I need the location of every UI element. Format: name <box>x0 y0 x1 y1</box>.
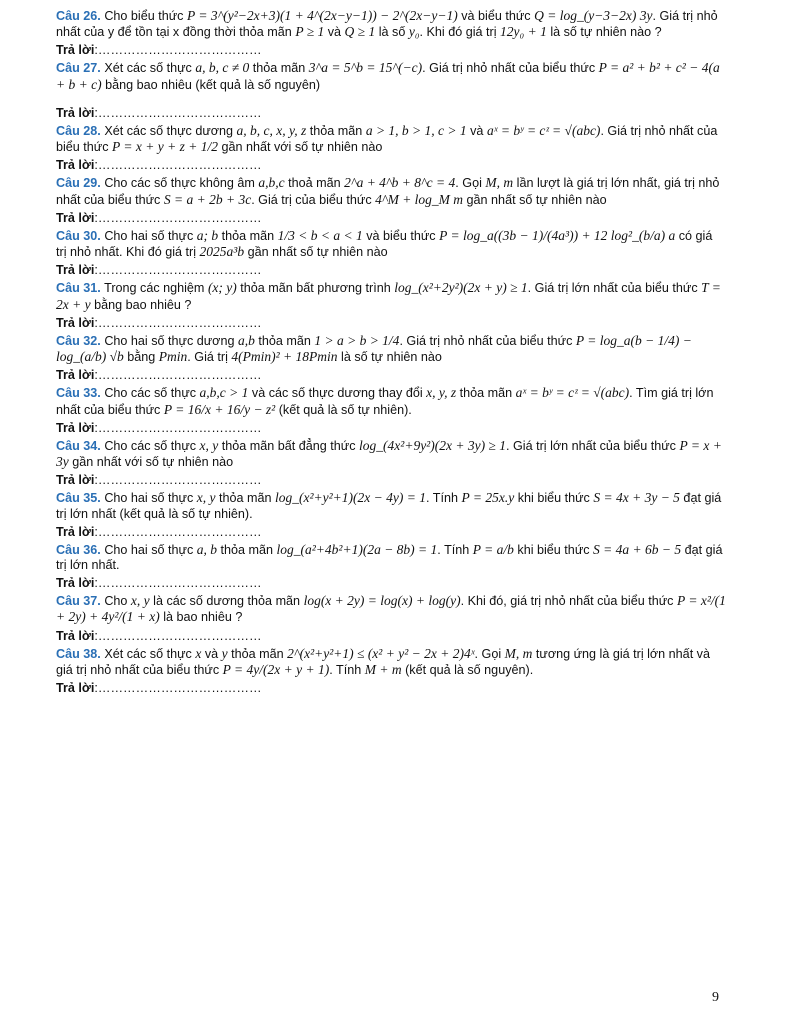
math-expression: a, b, c, x, y, z <box>236 122 307 138</box>
question-text-segment: lần lượt là giá trị lớn nhất, giá trị nhỏ nhất của biểu thức <box>56 176 720 207</box>
question-block <box>56 593 726 625</box>
answer-line[interactable] <box>56 681 726 696</box>
answer-line[interactable] <box>56 629 726 644</box>
question-text-segment: . Giá trị nhỏ nhất của biểu thức <box>422 61 599 76</box>
question-text-segment: là bao nhiêu ? <box>159 610 243 625</box>
question-text-segment: Cho hai số thực dương <box>104 333 238 348</box>
question-text <box>56 438 726 470</box>
question-text-segment: Xét các số thực <box>104 646 196 661</box>
question-text-segment: Cho biểu thức <box>104 9 187 23</box>
question-text-segment: thỏa mãn bất phương trình <box>236 281 395 296</box>
question-text-segment: và <box>201 646 222 661</box>
math-expression: aˣ = bʸ = cᶻ = √(abc) <box>515 385 630 401</box>
answer-label: Trả lời <box>56 628 95 643</box>
math-expression: a,b <box>237 332 255 348</box>
answer-line[interactable] <box>56 473 726 488</box>
question-text-segment: thỏa mãn <box>306 123 366 138</box>
math-expression: a, b, c ≠ 0 <box>195 60 250 76</box>
question-text-segment: . Gọi <box>474 646 505 661</box>
math-expression: T = 2x + y <box>56 280 721 312</box>
question-text-segment: có giá trị nhỏ nhất. Khi đó giá trị <box>56 228 713 260</box>
question-label: Câu 30. <box>56 228 101 243</box>
math-expression: Q = log_(y−3−2x) 3y <box>534 8 653 23</box>
worksheet-page <box>56 8 726 698</box>
math-expression: x, y <box>130 593 150 609</box>
math-expression: 1/3 < b < a < 1 <box>277 227 363 243</box>
question-text-segment: Xét các số thực dương <box>104 123 237 138</box>
answer-blank[interactable]: :………………………………… <box>94 473 262 488</box>
answer-label: Trả lời <box>56 210 95 225</box>
question-text-segment: và biểu thức <box>362 228 440 243</box>
math-expression: a,b,c <box>258 175 285 191</box>
question-text-segment: . Giá trị nhỏ nhất của y để tồn tại x đồng thời thỏa mãn <box>56 9 718 40</box>
question-label: Câu 33. <box>56 386 101 401</box>
answer-label: Trả lời <box>56 158 95 173</box>
question-text-segment: thỏa mãn <box>218 228 278 243</box>
question-text-segment: . Tính <box>426 491 462 506</box>
math-expression: log(x + 2y) = log(x) + log(y) <box>303 593 461 609</box>
math-expression: S = 4a + 6b − 5 <box>593 541 682 557</box>
math-expression: x, y <box>199 437 219 453</box>
answer-blank[interactable]: :………………………………… <box>94 315 262 330</box>
question-text-segment: là số tự nhiên nào ? <box>546 25 662 40</box>
math-expression: S = 4x + 3y − 5 <box>593 490 680 506</box>
question-text-segment: gần nhất với số tự nhiên nào <box>68 455 234 470</box>
answer-label: Trả lời <box>56 524 95 539</box>
question-text-segment: Cho hai số thực <box>104 228 197 243</box>
question-text-segment: đạt giá trị lớn nhất. <box>56 542 723 572</box>
question-block <box>56 646 726 678</box>
answer-blank[interactable]: :………………………………… <box>94 368 262 383</box>
question-label: Câu 29. <box>56 176 101 191</box>
answer-line[interactable] <box>56 525 726 540</box>
answer-label: Trả lời <box>56 473 95 488</box>
question-block <box>56 438 726 470</box>
math-expression: y₀ <box>408 24 420 40</box>
question-text-segment: Cho <box>104 594 131 609</box>
question-text-segment: và <box>324 25 345 40</box>
math-expression: 2^a + 4^b + 8^c = 4 <box>344 175 456 191</box>
math-expression: P = x + 3y <box>56 437 722 470</box>
math-expression: a, b <box>196 541 217 557</box>
answer-line[interactable] <box>56 43 726 58</box>
answer-label: Trả lời <box>56 681 95 696</box>
question-text-segment: . Giá trị nhỏ nhất của biểu thức <box>399 333 576 348</box>
question-text-segment: thỏa mãn <box>217 542 277 557</box>
question-text <box>56 60 726 92</box>
math-expression: log_(4x²+9y²)(2x + 3y) ≥ 1 <box>359 437 506 453</box>
question-label: Câu 31. <box>56 281 101 296</box>
math-expression: Pmin <box>158 349 188 365</box>
answer-blank[interactable]: :………………………………… <box>94 628 262 643</box>
question-text-segment: . Gọi <box>455 176 486 191</box>
question-block <box>56 123 726 155</box>
question-text-segment: . Tính <box>437 542 473 557</box>
question-text-segment: . Tìm giá trị lớn nhất của biểu thức <box>56 386 714 417</box>
question-text-segment: Cho các số thực <box>104 438 200 453</box>
question-text-segment: thỏa mãn bất đẳng thức <box>218 438 360 453</box>
page-number: 9 <box>712 990 719 1005</box>
answer-label: Trả lời <box>56 315 95 330</box>
math-expression: a,b,c > 1 <box>199 385 249 401</box>
question-text-segment: và biểu thức <box>457 9 535 23</box>
question-text-segment: thỏa mãn <box>254 333 315 348</box>
math-expression: Q ≥ 1 <box>344 24 376 40</box>
question-text-segment: đạt giá trị lớn nhất (kết quả là số tự nhiên). <box>56 491 722 521</box>
question-text-segment: gần nhất với số tự nhiên nào <box>217 140 383 155</box>
question-text-segment: Xét các số thực <box>104 61 196 76</box>
math-expression: x, y <box>196 490 216 506</box>
answer-label: Trả lời <box>56 105 95 120</box>
math-expression: P ≥ 1 <box>295 24 325 40</box>
question-text-segment: Cho các số thực không âm <box>104 176 259 191</box>
math-expression: 2^(x²+y²+1) ≤ (x² + y² − 2x + 2)4ˣ <box>287 645 475 661</box>
question-text-segment: khi biểu thức <box>513 542 594 557</box>
question-block <box>56 8 726 40</box>
math-expression: y <box>221 645 228 661</box>
answer-blank[interactable]: :………………………………… <box>94 524 262 539</box>
answer-line[interactable] <box>56 576 726 591</box>
math-expression: M, m <box>504 645 533 661</box>
question-text-segment: . Giá trị của biểu thức <box>251 192 376 207</box>
question-text-segment: . Giá trị lớn nhất của biểu thức <box>505 438 680 453</box>
math-expression: aˣ = bʸ = cᶻ = √(abc) <box>486 122 601 138</box>
question-text-segment: thỏa mãn <box>227 646 288 661</box>
answer-label: Trả lời <box>56 576 95 591</box>
question-text <box>56 280 726 312</box>
question-block <box>56 175 726 207</box>
question-text-segment: và các số thực dương thay đổi <box>248 386 427 401</box>
math-expression: 2025a³b <box>199 244 245 260</box>
math-expression: P = a² + b² + c² − 4(a + b + c) <box>56 60 720 92</box>
question-text-segment: bằng <box>123 350 159 365</box>
math-expression: P = x²/(1 + 2y) + 4y²/(1 + x) <box>56 593 726 625</box>
math-expression: S = a + 2b + 3c <box>163 191 252 207</box>
question-text <box>56 490 726 521</box>
question-text-segment: . Khi đó giá trị <box>419 25 501 40</box>
answer-label: Trả lời <box>56 420 95 435</box>
math-expression: log_(x²+y²+1)(2x − 4y) = 1 <box>275 490 426 506</box>
math-expression: log_(a²+4b²+1)(2a − 8b) = 1 <box>276 541 438 557</box>
question-text-segment: là các số dương thỏa mãn <box>149 594 304 609</box>
answer-line[interactable] <box>56 368 726 383</box>
answer-blank[interactable]: :………………………………… <box>94 43 262 58</box>
answer-blank[interactable]: :………………………………… <box>94 210 262 225</box>
math-expression: P = 4y/(2x + y + 1) <box>222 661 330 677</box>
math-expression: P = 16/x + 16/y − z² <box>163 401 276 417</box>
answer-line[interactable] <box>56 211 726 226</box>
question-text-segment: và <box>466 123 487 138</box>
answer-label: Trả lời <box>56 263 95 278</box>
math-expression: a > 1, b > 1, c > 1 <box>365 122 467 138</box>
math-expression: 1 > a > b > 1/4 <box>314 332 400 348</box>
question-block <box>56 333 726 365</box>
math-expression: P = log_a(b − 1/4) − log_(a/b) √b <box>56 332 692 365</box>
math-expression: x <box>195 645 202 661</box>
question-text <box>56 175 726 207</box>
question-label: Câu 38. <box>56 646 101 661</box>
question-text-segment: khi biểu thức <box>514 491 594 506</box>
math-expression: P = a/b <box>472 541 514 557</box>
question-text <box>56 385 726 417</box>
question-text-segment: là số tự nhiên nào <box>337 350 442 365</box>
question-text-segment: Trong các nghiệm <box>104 281 208 296</box>
question-text-segment: Cho hai số thực <box>104 491 197 506</box>
math-expression: M + m <box>364 661 402 677</box>
math-expression: P = log_a((3b − 1)/(4a³)) + 12 log²_(b/a) a <box>439 227 676 243</box>
question-text-segment: gần nhất số tự nhiên nào <box>244 245 388 260</box>
question-text-segment: Cho hai số thực <box>104 542 197 557</box>
question-text <box>56 228 726 260</box>
question-text <box>56 333 726 365</box>
answer-blank[interactable]: :………………………………… <box>94 263 262 278</box>
question-text <box>56 8 726 40</box>
question-text-segment: Cho các số thực <box>104 386 200 401</box>
question-label: Câu 28. <box>56 123 101 138</box>
answer-blank[interactable]: :………………………………… <box>94 681 262 696</box>
math-expression: a; b <box>196 227 219 243</box>
question-text-segment: gần nhất số tự nhiên nào <box>463 192 607 207</box>
math-expression: P = x + y + z + 1/2 <box>112 139 218 155</box>
question-label: Câu 26. <box>56 9 101 23</box>
question-label: Câu 34. <box>56 438 101 453</box>
math-expression: (x; y) <box>207 280 237 296</box>
spacer <box>56 96 726 106</box>
answer-line[interactable] <box>56 421 726 436</box>
question-text-segment: bằng bao nhiêu (kết quả là số nguyên) <box>101 77 321 92</box>
question-block <box>56 385 726 417</box>
question-text-segment: . Giá trị nhỏ nhất của biểu thức <box>56 123 718 155</box>
question-text-segment: thoả mãn <box>284 176 345 191</box>
answer-line[interactable] <box>56 106 726 121</box>
math-expression: log_(x²+2y²)(2x + y) ≥ 1 <box>394 280 528 296</box>
answer-line[interactable] <box>56 263 726 278</box>
question-block <box>56 490 726 521</box>
answer-blank[interactable]: :………………………………… <box>94 158 262 173</box>
math-expression: 12y₀ + 1 <box>500 24 547 40</box>
question-text-segment: (kết quả là số tự nhiên). <box>275 402 412 417</box>
question-text-segment: tương ứng là giá trị lớn nhất và giá trị nhỏ nhất của biểu thức <box>56 646 710 677</box>
math-expression: 3^a = 5^b = 15^(−c) <box>308 60 423 76</box>
answer-blank[interactable]: :………………………………… <box>94 420 262 435</box>
question-block <box>56 228 726 260</box>
question-label: Câu 37. <box>56 594 101 609</box>
math-expression: P = 3^(y²−2x+3)(1 + 4^(2x−y−1)) − 2^(2x−y−1) <box>186 8 458 23</box>
question-text-segment: là số <box>375 25 409 40</box>
math-expression: P = 25x.y <box>461 490 515 506</box>
question-text-segment: bằng bao nhiêu ? <box>90 297 192 312</box>
question-text-segment: . Giá trị <box>187 350 232 365</box>
question-text <box>56 593 726 625</box>
answer-blank[interactable]: :………………………………… <box>94 576 262 591</box>
answer-label: Trả lời <box>56 43 95 58</box>
answer-line[interactable] <box>56 158 726 173</box>
answer-label: Trả lời <box>56 368 95 383</box>
question-text-segment: . Tính <box>329 662 365 677</box>
question-label: Câu 35. <box>56 491 101 506</box>
math-expression: 4^M + log_M m <box>375 191 464 207</box>
answer-line[interactable] <box>56 316 726 331</box>
question-text-segment: (kết quả là số nguyên). <box>401 662 534 677</box>
question-text-segment: . Khi đó, giá trị nhỏ nhất của biểu thức <box>460 594 677 609</box>
question-text-segment: thỏa mãn <box>249 61 309 76</box>
math-expression: M, m <box>485 175 514 191</box>
question-text <box>56 542 726 573</box>
question-block <box>56 542 726 573</box>
math-expression: x, y, z <box>426 385 457 401</box>
question-label: Câu 36. <box>56 542 101 557</box>
question-text <box>56 123 726 155</box>
question-block <box>56 280 726 312</box>
question-text <box>56 646 726 678</box>
math-expression: 4(Pmin)² + 18Pmin <box>231 349 338 365</box>
question-label: Câu 32. <box>56 333 101 348</box>
question-text-segment: thỏa mãn <box>215 491 275 506</box>
question-label: Câu 27. <box>56 61 101 76</box>
question-text-segment: . Giá trị lớn nhất của biểu thức <box>527 281 702 296</box>
question-text-segment: thỏa mãn <box>456 386 516 401</box>
question-block <box>56 60 726 92</box>
answer-blank[interactable]: :………………………………… <box>94 105 262 120</box>
